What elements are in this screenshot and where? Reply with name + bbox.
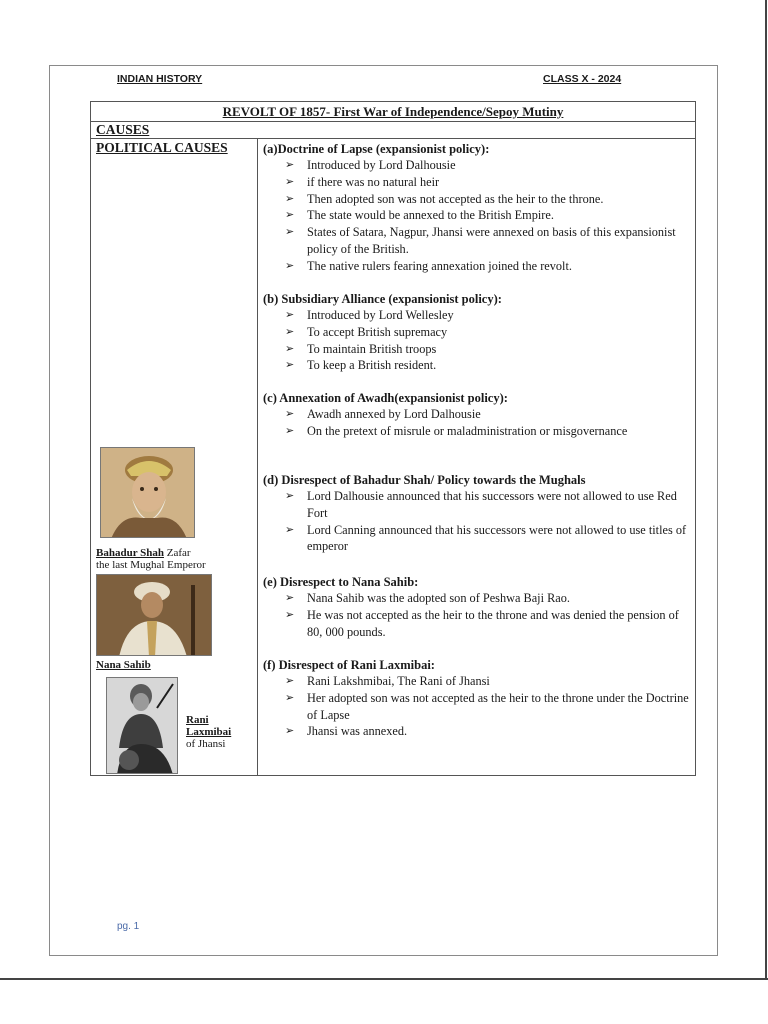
- bullet-text: Introduced by Lord Wellesley: [307, 308, 454, 322]
- causes-row: [91, 121, 695, 139]
- bullet-item: [285, 207, 693, 224]
- bullet-item: [285, 423, 693, 440]
- bullet-list: [263, 157, 693, 275]
- bullet-text: States of Satara, Nagpur, Jhansi were annexed on basis of this expansionist policy of the British.: [307, 225, 676, 256]
- bullet-item: [285, 673, 693, 690]
- bullet-text: Nana Sahib was the adopted son of Peshwa Baji Rao.: [307, 591, 570, 605]
- arrow-bullet-icon: ➢: [285, 675, 295, 687]
- bahadur-shah-caption: [96, 547, 206, 571]
- bullet-text: To maintain British troops: [307, 341, 437, 356]
- arrow-bullet-icon: ➢: [285, 159, 295, 171]
- header-class: CLASS X - 2024: [543, 73, 622, 85]
- section-heading: (b) Subsidiary Alliance (expansionist policy):: [263, 292, 502, 306]
- bullet-text: Then adopted son was not accepted as the heir to the throne.: [307, 191, 604, 206]
- bullet-list: [263, 307, 693, 374]
- arrow-bullet-icon: ➢: [285, 325, 295, 338]
- bullet-text: To accept British supremacy: [307, 324, 448, 339]
- political-causes-label: POLITICAL CAUSES: [96, 140, 228, 155]
- arrow-bullet-icon: ➢: [285, 192, 295, 205]
- nana-sahib-portrait: [96, 574, 212, 656]
- bullet-list: [263, 590, 693, 640]
- bullet-item: [285, 522, 693, 556]
- bullet-item: [285, 590, 693, 607]
- bullet-item: [285, 488, 693, 522]
- nana-sahib-name: Nana Sahib: [96, 659, 151, 671]
- section-heading: (d) Disrespect of Bahadur Shah/ Policy towards the Mughals: [263, 473, 586, 487]
- page-number: pg. 1: [117, 921, 140, 932]
- bullet-item: [285, 341, 693, 358]
- bullet-text: He was not accepted as the heir to the throne and was denied the pension of 80, 000 pounds.: [307, 607, 679, 639]
- arrow-bullet-icon: ➢: [285, 259, 295, 272]
- bullet-text: On the pretext of misrule or maladministration or misgovernance: [307, 423, 628, 438]
- arrow-bullet-icon: ➢: [285, 592, 295, 604]
- bullet-text: if there was no natural heir: [307, 174, 440, 189]
- bullet-item: [285, 174, 693, 191]
- bahadur-shah-name-rest: Zafar: [163, 547, 191, 559]
- bullet-item: [285, 224, 693, 258]
- bahadur-shah-name: Bahadur Shah: [96, 547, 164, 559]
- bullet-item: [285, 258, 693, 275]
- arrow-bullet-icon: ➢: [285, 490, 295, 502]
- arrow-bullet-icon: ➢: [285, 691, 295, 704]
- section-heading: (c) Annexation of Awadh(expansionist policy):: [263, 391, 508, 405]
- section-nana-sahib: [263, 574, 693, 640]
- section-heading: (f) Disrespect of Rani Laxmibai:: [263, 658, 435, 672]
- bullet-text: Her adopted son was not accepted as the heir to the throne under the Doctrine of Lapse: [307, 690, 689, 722]
- page-edge-right: [765, 0, 767, 980]
- bullet-item: [285, 723, 693, 740]
- header-subject: INDIAN HISTORY: [117, 73, 203, 85]
- bullet-list: [263, 673, 693, 740]
- bahadur-shah-portrait: [100, 447, 195, 538]
- bullet-text: Jhansi was annexed.: [307, 724, 408, 739]
- bullet-item: [285, 191, 693, 208]
- section-annexation-of-awadh: [263, 390, 693, 440]
- arrow-bullet-icon: ➢: [285, 209, 295, 222]
- arrow-bullet-icon: ➢: [285, 175, 295, 188]
- section-heading: (e) Disrespect to Nana Sahib:: [263, 575, 419, 589]
- section-rani-laxmibai: [263, 657, 693, 740]
- bullet-item: [285, 157, 693, 174]
- rani-caption-line1: Rani: [186, 714, 209, 726]
- bullet-item: [285, 607, 693, 641]
- bullet-text: Introduced by Lord Dalhousie: [307, 158, 456, 172]
- arrow-bullet-icon: ➢: [285, 523, 295, 536]
- arrow-bullet-icon: ➢: [285, 608, 295, 621]
- bullet-text: The native rulers fearing annexation joined the revolt.: [307, 258, 572, 273]
- content-table: [90, 101, 696, 776]
- bullet-item: [285, 324, 693, 341]
- bullet-text: Lord Canning announced that his successors were not allowed to use titles of emperor: [307, 522, 687, 554]
- rani-laxmibai-portrait: [106, 677, 178, 774]
- bullet-item: [285, 307, 693, 324]
- section-heading: (a)Doctrine of Lapse (expansionist policy):: [263, 142, 490, 156]
- arrow-bullet-icon: ➢: [285, 424, 295, 437]
- bullet-text: To keep a British resident.: [307, 358, 437, 373]
- document-title: REVOLT OF 1857- First War of Independence/Sepoy Mutiny: [91, 102, 695, 122]
- bullet-item: [285, 690, 693, 724]
- rani-caption-line3: of Jhansi: [186, 738, 226, 750]
- bahadur-shah-title: the last Mughal Emperor: [96, 559, 206, 571]
- bullet-list: [263, 406, 693, 440]
- bullet-item: [285, 357, 693, 374]
- bullet-item: [285, 406, 693, 423]
- bullet-text: Rani Lakshmibai, The Rani of Jhansi: [307, 674, 490, 688]
- nana-sahib-caption: [96, 659, 151, 671]
- arrow-bullet-icon: ➢: [285, 359, 295, 372]
- bullet-text: The state would be annexed to the British Empire.: [307, 208, 554, 223]
- arrow-bullet-icon: ➢: [285, 408, 295, 420]
- bullet-text: Awadh annexed by Lord Dalhousie: [307, 407, 481, 421]
- arrow-bullet-icon: ➢: [285, 342, 295, 355]
- arrow-bullet-icon: ➢: [285, 725, 295, 738]
- rani-laxmibai-caption: [186, 714, 231, 750]
- bullet-text: Lord Dalhousie announced that his successors were not allowed to use Red Fort: [307, 489, 677, 520]
- page-edge-bottom: [0, 978, 768, 980]
- rani-caption-line2: Laxmibai: [186, 726, 232, 738]
- causes-label: CAUSES: [96, 122, 150, 137]
- arrow-bullet-icon: ➢: [285, 226, 295, 239]
- section-subsidiary-alliance: [263, 291, 693, 374]
- section-doctrine-of-lapse: [263, 141, 693, 275]
- arrow-bullet-icon: ➢: [285, 309, 295, 321]
- section-bahadur-shah: [263, 472, 693, 555]
- column-divider: [257, 138, 258, 776]
- bullet-list: [263, 488, 693, 555]
